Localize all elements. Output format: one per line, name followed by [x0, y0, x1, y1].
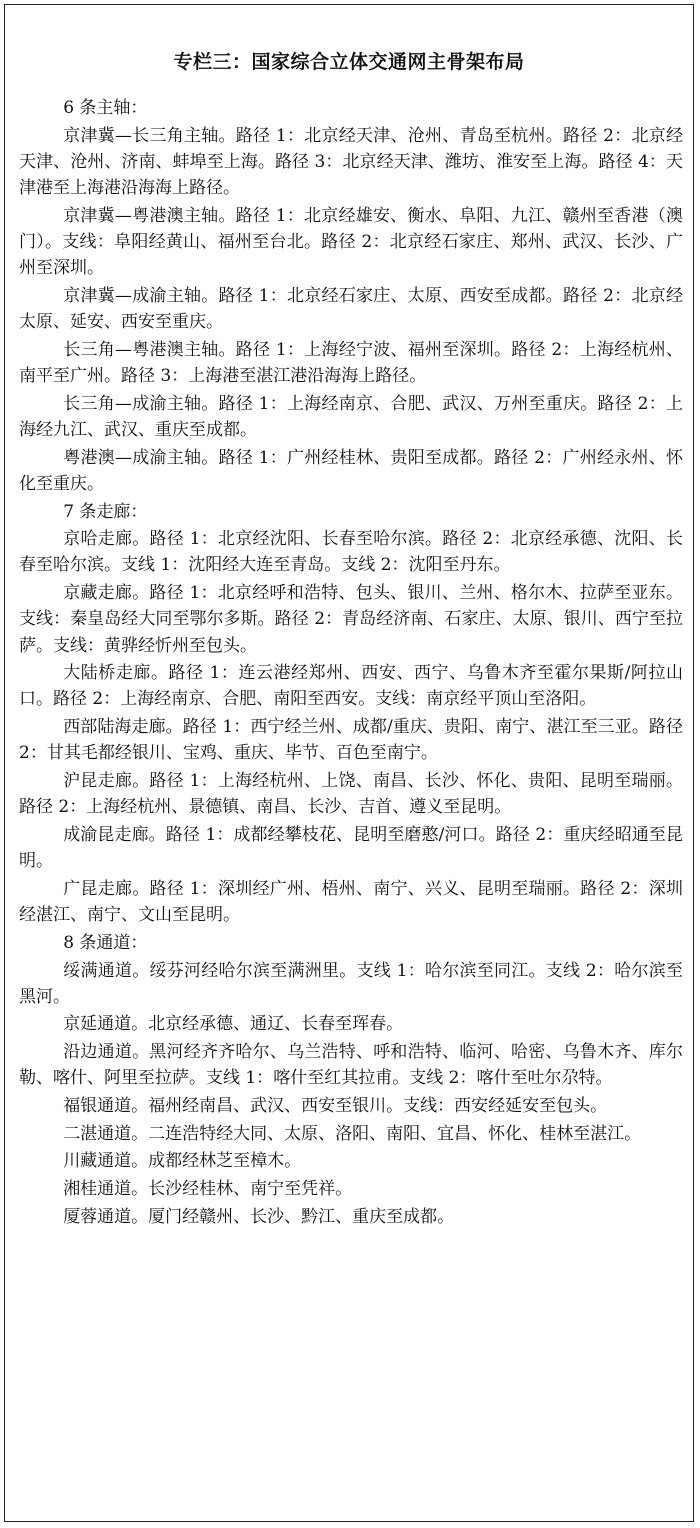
route-paragraph: 京藏走廊。路径 1：北京经呼和浩特、包头、银川、兰州、格尔木、拉萨至亚东。支线：秦皇岛经大同至鄂尔多斯。路径 2：青岛经济南、石家庄、太原、银川、西宁至拉萨。支线：黄骅经忻州至包头。 — [19, 583, 683, 656]
route-paragraph: 广昆走廊。路径 1：深圳经广州、梧州、南宁、兴义、昆明至瑞丽。路径 2：深圳经湛江、南宁、文山至昆明。 — [19, 878, 683, 926]
route-paragraph: 粤港澳—成渝主轴。路径 1：广州经桂林、贵阳至成都。路径 2：广州经永州、怀化至重庆。 — [19, 447, 683, 494]
section-heading: 7 条走廊： — [63, 501, 148, 522]
column-box — [4, 4, 694, 1522]
route-paragraph: 大陆桥走廊。路径 1：连云港经郑州、西安、西宁、乌鲁木齐至霍尔果斯/阿拉山口。路径 2：上海经南京、合肥、南阳至西安。支线：南京经平顶山至洛阳。 — [19, 663, 683, 710]
route-paragraph: 川藏通道。成都经林芝至樟木。 — [63, 1151, 302, 1172]
route-paragraph: 绥满通道。绥芬河经哈尔滨至满洲里。支线 1：哈尔滨至同江。支线 2：哈尔滨至黑河。 — [19, 960, 683, 1007]
route-paragraph: 京津冀—长三角主轴。路径 1：北京经天津、沧州、青岛至杭州。路径 2：北京经天津、沧州、济南、蚌埠至上海。路径 3：北京经天津、潍坊、淮安至上海。路径 4：天津港至上海港沿海海上路径。 — [19, 125, 683, 199]
route-paragraph: 湘桂通道。长沙经桂林、南宁至凭祥。 — [63, 1179, 353, 1200]
box-title: 专栏三：国家综合立体交通网主骨架布局 — [173, 51, 525, 73]
section-heading: 6 条主轴： — [63, 98, 148, 118]
route-paragraph: 福银通道。福州经南昌、武汉、西安至银川。支线：西安经延安至包头。 — [63, 1096, 608, 1117]
section-heading: 8 条通道： — [63, 932, 148, 953]
route-paragraph: 长三角—粤港澳主轴。路径 1：上海经宁波、福州至深圳。路径 2：上海经杭州、南平至广州。路径 3：上海港至湛江港沿海海上路径。 — [19, 339, 683, 387]
route-paragraph: 长三角—成渝主轴。路径 1：上海经南京、合肥、武汉、万州至重庆。路径 2：上海经九江、武汉、重庆至成都。 — [19, 393, 683, 440]
route-paragraph: 二湛通道。二连浩特经大同、太原、洛阳、南阳、宜昌、怀化、桂林至湛江。 — [63, 1123, 642, 1144]
route-paragraph: 京哈走廊。路径 1：北京经沈阳、长春至哈尔滨。路径 2：北京经承德、沈阳、长春至哈尔滨。支线 1：沈阳经大连至青岛。支线 2：沈阳至丹东。 — [19, 529, 683, 576]
route-paragraph: 西部陆海走廊。路径 1：西宁经兰州、成都/重庆、贵阳、南宁、湛江至三亚。路径 2：甘其毛都经银川、宝鸡、重庆、毕节、百色至南宁。 — [19, 717, 683, 764]
route-paragraph: 成渝昆走廊。路径 1：成都经攀枝花、昆明至磨憨/河口。路径 2：重庆经昭通至昆明。 — [19, 824, 683, 872]
route-paragraph: 京延通道。北京经承德、通辽、长春至珲春。 — [63, 1014, 404, 1035]
route-paragraph: 沪昆走廊。路径 1：上海经杭州、上饶、南昌、长沙、怀化、贵阳、昆明至瑞丽。路径 2：上海经杭州、景德镇、南昌、长沙、吉首、遵义至昆明。 — [19, 771, 683, 818]
route-paragraph: 厦蓉通道。厦门经赣州、长沙、黔江、重庆至成都。 — [63, 1206, 455, 1227]
route-paragraph: 沿边通道。黑河经齐齐哈尔、乌兰浩特、呼和浩特、临河、哈密、乌鲁木齐、库尔勒、喀什、阿里至拉萨。支线 1：喀什至红其拉甫。支线 2：喀什至吐尔尕特。 — [19, 1042, 683, 1089]
box-content — [19, 95, 683, 1232]
route-paragraph: 京津冀—成渝主轴。路径 1：北京经石家庄、太原、西安至成都。路径 2：北京经太原、延安、西安至重庆。 — [19, 285, 683, 333]
route-paragraph: 京津冀—粤港澳主轴。路径 1：北京经雄安、衡水、阜阳、九江、赣州至香港（澳门）。支线：阜阳经黄山、福州至台北。路径 2：北京经石家庄、郑州、武汉、长沙、广州至深圳。 — [19, 205, 683, 279]
